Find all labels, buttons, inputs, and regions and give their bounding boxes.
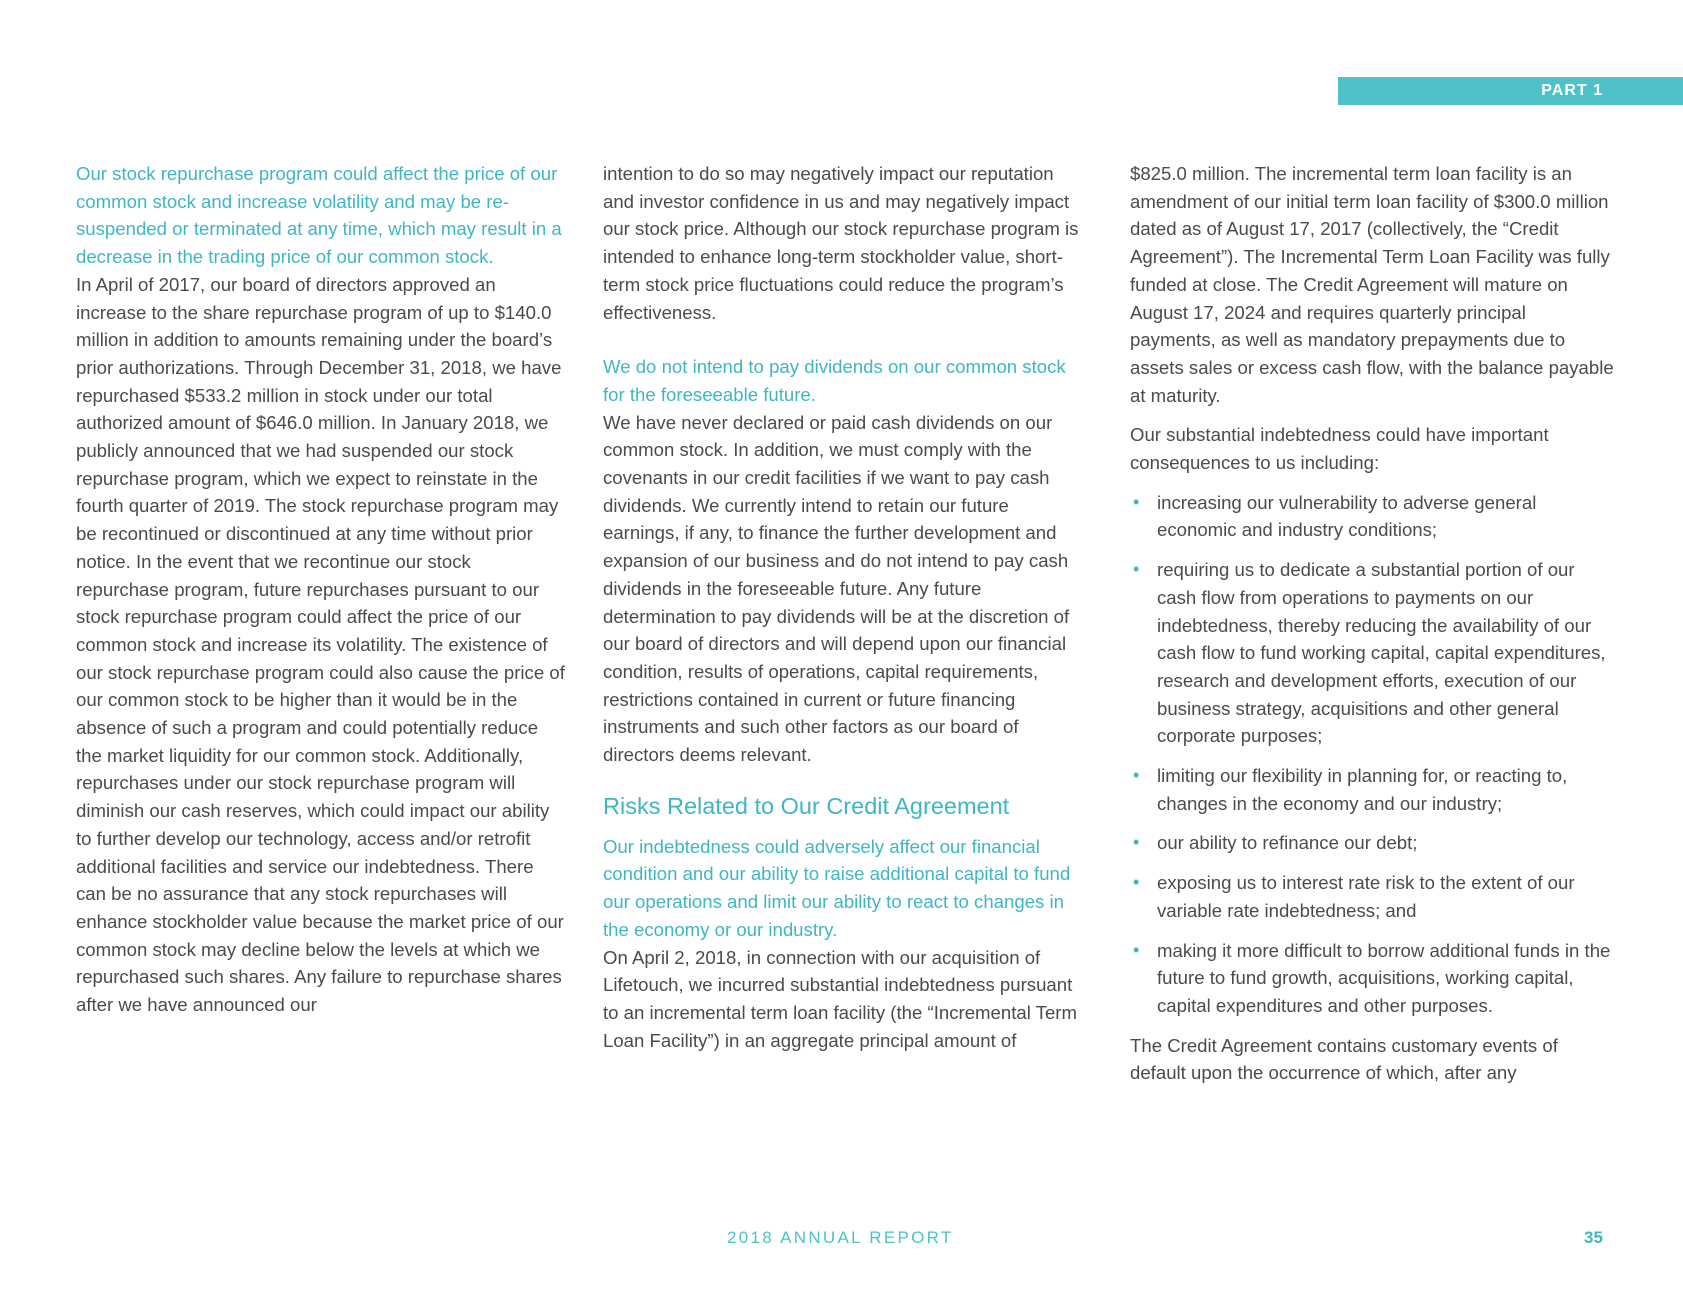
column-2-continued-text: intention to do so may negatively impact our reputation and investor confidence in us and may negatively impact our stock price. Although our stock repurchase program is intended to enhance long-term stockholder value, short-term stock price fluctuations could reduce the program’s effectiveness. bbox=[603, 163, 1079, 323]
bullet-icon: • bbox=[1133, 559, 1140, 580]
page-number: 35 bbox=[1584, 1228, 1603, 1247]
bullet-icon: • bbox=[1133, 939, 1140, 960]
list-item-text: requiring us to dedicate a substantial portion of our cash flow from operations to payments on our indebtedness, thereby reducing the availability of our cash flow to fund working capital, capital expenditures, research and development efforts, execution of our business strategy, acquisitions and other general corporate purposes; bbox=[1157, 559, 1606, 747]
list-item bbox=[1130, 489, 1615, 544]
list-item bbox=[1130, 556, 1615, 750]
list-item-text: limiting our flexibility in planning for, or reacting to, changes in the economy and our industry; bbox=[1157, 765, 1568, 814]
list-item bbox=[1130, 937, 1615, 1020]
consequences-list bbox=[1130, 489, 1615, 1020]
list-item bbox=[1130, 829, 1615, 857]
bullet-icon: • bbox=[1133, 872, 1140, 893]
list-item-text: our ability to refinance our debt; bbox=[1157, 832, 1418, 854]
bullet-icon: • bbox=[1133, 832, 1140, 853]
column-3 bbox=[1130, 160, 1615, 1087]
column-1 bbox=[76, 160, 568, 1019]
list-item-text: increasing our vulnerability to adverse general economic and industry conditions; bbox=[1157, 491, 1537, 541]
part-tab bbox=[1338, 77, 1683, 105]
consequences-intro: Our substantial indebtedness could have important consequences to us including: bbox=[1130, 424, 1549, 474]
list-item bbox=[1130, 762, 1615, 817]
footer-report-title: 2018 ANNUAL REPORT bbox=[727, 1228, 954, 1247]
stock-repurchase-body: In April of 2017, our board of directors approved an increase to the share repurchase program of up to $140.0 million in addition to amounts remaining under the board’s prior authorizations. Through December 31, 2018, we have repurchased $533.2 million in stock under our total authorized amount of $646.0 million. In January 2018, we publicly announced that we had suspended our stock repurchase program, which we expect to reinstate in the fourth quarter of 2019. The stock repurchase program may be recontinued or discontinued at any time without prior notice. In the event that we recontinue our stock repurchase program, future repurchases pursuant to our stock repurchase program could affect the price of our common stock and increase its volatility. The existence of our stock repurchase program could also cause the price of our common stock to be higher than it would be in the absence of such a program and could potentially reduce the market liquidity for our common stock. Additionally, repurchases under our stock repurchase program will diminish our cash reserves, which could impact our ability to further develop our technology, access and/or retrofit additional facilities and service our indebtedness. There can be no assurance that any stock repurchases will enhance stockholder value because the market price of our common stock may decline below the levels at which we repurchased such shares. Any failure to repurchase shares after we have announced our bbox=[76, 273, 565, 1016]
list-item-text: making it more difficult to borrow additional funds in the future to fund growth, acquisitions, working capital, capital expenditures and other purposes. bbox=[1157, 939, 1611, 1016]
part-label: PART 1 bbox=[1541, 82, 1603, 99]
stock-repurchase-heading: Our stock repurchase program could affect the price of our common stock and increase volatility and may be re-suspended or terminated at any time, which may result in a decrease in the trading price of our common stock. bbox=[76, 163, 562, 268]
credit-agreement-section-title: Risks Related to Our Credit Agreement bbox=[603, 792, 1010, 819]
dividends-body: We have never declared or paid cash dividends on our common stock. In addition, we must comply with the covenants in our credit facilities if we want to pay cash dividends. We currently intend to retain our future earnings, if any, to finance the further development and expansion of our business and do not intend to pay cash dividends in the foreseeable future. Any future determination to pay dividends will be at the discretion of our board of directors and will depend upon our financial condition, results of operations, capital requirements, restrictions contained in current or future financing instruments and such other factors as our board of directors deems relevant. bbox=[603, 411, 1070, 766]
indebtedness-body: On April 2, 2018, in connection with our acquisition of Lifetouch, we incurred substantial indebtedness pursuant to an incremental term loan facility (the “Incremental Term Loan Facility”) in an aggregate principal amount of bbox=[603, 946, 1077, 1051]
list-item bbox=[1130, 869, 1615, 924]
list-item-text: exposing us to interest rate risk to the extent of our variable rate indebtedness; and bbox=[1157, 872, 1575, 921]
credit-agreement-default-text: The Credit Agreement contains customary events of default upon the occurrence of which, after any bbox=[1130, 1034, 1558, 1084]
column-3-continued-text: $825.0 million. The incremental term loan facility is an amendment of our initial term loan facility of $300.0 million dated as of August 17, 2017 (collectively, the “Credit Agreement”). The Incremental Term Loan Facility was fully funded at close. The Credit Agreement will mature on August 17, 2024 and requires quarterly principal payments, as well as mandatory prepayments due to assets sales or excess cash flow, with the balance payable at maturity. bbox=[1130, 163, 1614, 406]
dividends-heading: We do not intend to pay dividends on our common stock for the foreseeable future. bbox=[603, 356, 1066, 405]
indebtedness-heading: Our indebtedness could adversely affect our financial condition and our ability to raise additional capital to fund our operations and limit our ability to react to changes in the economy or our industry. bbox=[603, 835, 1071, 940]
bullet-icon: • bbox=[1133, 765, 1140, 786]
bullet-icon: • bbox=[1133, 491, 1140, 512]
column-2 bbox=[603, 160, 1085, 1054]
